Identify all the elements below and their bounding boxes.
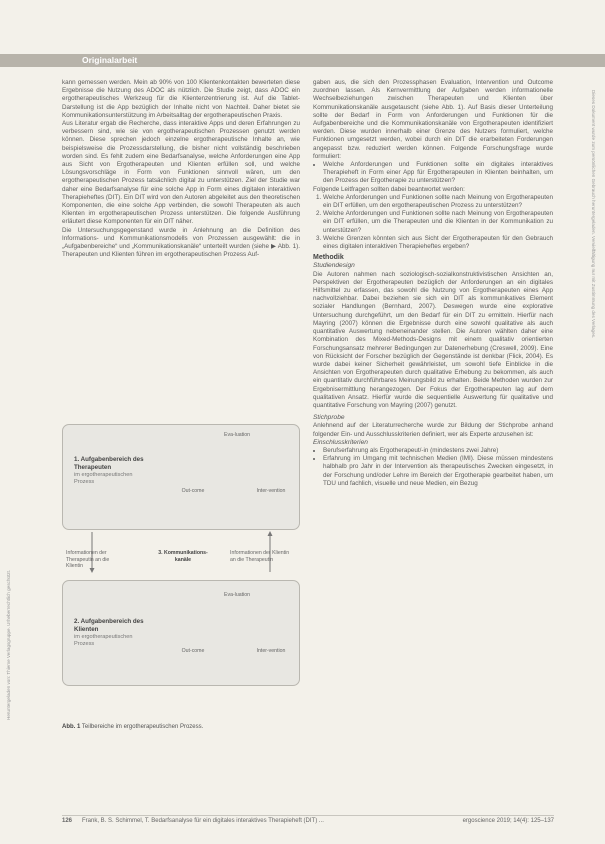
footer-rule	[62, 815, 554, 816]
client-box-subtitle: im ergotherapeutischen Prozess	[74, 634, 133, 647]
cycle-outcome-client: Out-come	[181, 648, 205, 654]
paragraph: Die Untersuchungsgegenstand wurde in Anlehnung an die Definition des Informations- und Kommunikationsmodells von Prozessen ausgewählt: die in „Aufgabenbereiche“ und „Kommunikationskanäle“ unterteilt wurden (siehe ▶ Abb. 1). Therapeuten und Klienten führen im ergotherapeutischen Prozess Auf-	[62, 226, 300, 259]
paragraph: kann gemessen werden. Mein ab 90% von 100 Klientenkontakten bewerteten diese Ergebnisse die Nutzung des ADOC als nützlich. Die Studie zeigt, dass ADOC ein ergotherapeutisches Werkzeug für die Klientenzentrierung ist. Auf die Tablet-Darstellung ist die App bezüglich der Inhalte nicht von Nachteil. Daher bietet sie Kommunikationsunterstützung im Arbeitsalltag der ergotherapeutischen Praxis.	[62, 79, 300, 119]
paragraph: Aus Literatur ergab die Recherche, dass interaktive Apps und deren Erfahrungen zu verbessern sind, wie sie von ergotherapeutischen Prozessen genutzt werden können. Diese sprechen jedoch einzelne ergotherapeutische Inhalte an, wie beispielsweise die Prozessdarstellung, die bisher nicht vollständig beschrieben worden sind. Es fehlt zudem eine Bedarfsanalyse, welche Anforderungen eine App aus Sicht von Ergotherapeuten und Klienten erfüllen soll, und welche Lösungsvorschläge in Form von Funktionen sinnvoll wären, um den ergotherapeutischen Prozess tatsächlich digital zu unterstützen. Ziel der Studie war daher eine Bedarfsanalyse für eine solche App in Form eines digitalen interaktiven Therapieheftes (DIT). Ein DIT wird von den Autoren abgeleitet aus den theoretischen Komponenten, die eine solche App verbinden, die sowohl Therapeuten als auch Klienten im ergotherapeutischen Prozess unterstützen. Die folgende Ausführung erläutert diese Komponenten für ein DIT näher.	[62, 120, 300, 226]
channel-right-label: Informationen der Klientin an die Therapeutin	[230, 550, 290, 563]
therapist-box-subtitle: im ergotherapeutischen Prozess	[74, 472, 133, 485]
subquestions-intro: Folgende Leitfragen sollten dabei beantwortet werden:	[313, 185, 465, 193]
cycle-evaluation-client: Eva-luation	[224, 592, 250, 598]
client-box-title: 2. Aufgabenbereich des Klienten	[74, 618, 144, 633]
inclusion-heading: Einschlusskriterien	[313, 438, 368, 446]
list-item: • Berufserfahrung als Ergotherapeut/-in (mindestens zwei Jahre)	[323, 447, 553, 455]
right-column	[313, 79, 553, 488]
cycle-evaluation: Eva-luation	[224, 432, 250, 438]
research-question: • Welche Anforderungen und Funktionen sollte ein digitales interaktives Therapieheft in Form einer App für Ergotherapeuten in Klienten beinhalten, um den Prozess der Ergotherapie zu unterstützen?	[323, 161, 553, 186]
left-margin-note: Heruntergeladen von: Thieme Verlagsgruppe. Urheberrechtlich geschützt.	[6, 569, 11, 720]
subquestion-list	[313, 194, 553, 251]
paragraph: Die Autoren nahmen nach soziologisch-sozialkonstruktivistischen Ansichten an, Perspektiven der Ergotherapeuten bezüglich der Anforderungen an ein digitales Hilfsmittel zu erfassen, das sowohl die Nutzung von Ergotherapeuten eines App nachvollziehbar. Dabei beziehen sie sich ein DIT als kommunikatives Element sozialer Handlungen (Bernhard, 2007). Deswegen wurde eine explorative Untersuchung durchgeführt, um den Bedarf für ein DIT zu ermitteln. Hierfür nach Mayring (2007) können die Ergebnisse durch eine sowohl qualitative als auch quantitative Auswertung nebeneinander stellen. Die Autoren wählten daher eine Kombination des Mixed-Methods-Designs mit einem qualitativ orientierten Forschungsansatz mehrerer Bedingungen zur Datenerhebung (Creswell, 2009). Eine von Rücksicht der Forscher bezüglich der Gegenstände ist denkbar (Flick, 2004). Es wurde dabei keiner Sicherheit gewährleistet, um sowohl tiefe Einblicke in die Ansichten von Ergotherapeuten durch qualitative Erhebung zu bekommen, als auch ein quantitativ durchführbares Meinungsbild zu erhalten. Beide Methoden wurden zur Ergebnisermittlung herangezogen. Der Fokus der Ergotherapeuten lag auf dem qualitativen Ansatz. Hierfür wurde die sequentielle Auswertung für qualitative und quantitative Forschung von Mayring (2007) genutzt.	[313, 270, 553, 409]
left-column	[62, 79, 300, 259]
section-label: Originalarbeit	[82, 55, 138, 65]
right-margin-note: Dieses Dokument wurde zum persönlichen Gebrauch heruntergeladen. Vervielfältigung nur mit Zustimmung des Verlages.	[591, 90, 596, 339]
list-item: 1. Welche Anforderungen und Funktionen sollte nach Meinung von Ergotherapeuten ein DIT erfüllen, um den ergotherapeutischen Prozess zu unterstützen?	[323, 194, 553, 210]
inclusion-list	[313, 447, 553, 488]
list-item: 2. Welche Anforderungen und Funktionen sollte nach Meinung von Ergotherapeuten ein DIT erfüllen, um die Therapeuten und die Klienten in der Kommunikation zu unterstützen?	[323, 210, 553, 235]
paragraph: Anlehnend auf der Literaturrecherche wurde zur Bildung der Stichprobe anhand folgender Ein- und Ausschlusskriterien definiert, wer als Experte anzusehen ist:	[313, 422, 553, 438]
figure-caption	[62, 724, 302, 730]
page-number: 126	[62, 818, 73, 824]
design-heading: Studiendesign	[313, 262, 355, 270]
caption-label: Abb. 1	[62, 724, 81, 730]
sample-heading: Stichprobe	[313, 414, 345, 422]
list-item: • Erfahrung im Umgang mit technischen Medien (IMI). Diese müssen mindestens halbhalb pro Jahr in der Intervention als therapeutisches Zwecken eingesetzt, in der Forschung und/oder Lehre im Bereich der Ergotherapie gearbeitet haben, um TDU und fachlich, visuelle und neue Medien, ein Bezug	[323, 455, 553, 488]
client-task-box	[62, 580, 300, 686]
cycle-intervention-client: Inter-vention	[256, 648, 286, 654]
citation: Frank, B. S. Schimmel, T. Bedarfsanalyse für ein digitales interaktives Therapieheft (DIT) ...	[82, 818, 324, 824]
paragraph: gaben aus, die sich den Prozessphasen Evaluation, Intervention und Outcome zuordnen lassen. Als Kernvermittlung der Aufgaben werden informationelle Wechselbeziehungen zwischen Therapeuten und Klienten über Kommunikationskanäle ausgetauscht (siehe Abb. 1). Auf Basis dieser Unterteilung sollte der Bedarf in Form von Anforderungen und Funktionen für die Aufgabenbereiche und die Kommunikationskanäle von Ergotherapeuten identifiziert werden. Diese wurden innerhalb einer Grenze des Nutzers formuliert, welche Funktionen umgesetzt werden, wobei durch ein DIT die erarbeiteten Forderungen angepasst bzw. reduziert werden können. Folgende Forschungsfrage wurde formuliert:	[313, 79, 553, 160]
list-item: 3. Welche Grenzen könnten sich aus Sicht der Ergotherapeuten für den Gebrauch eines digitalen interaktiven Therapieheftes ergeben?	[323, 235, 553, 251]
journal-reference: ergoscience 2019; 14(4): 125–137	[462, 818, 554, 824]
process-figure	[62, 424, 300, 720]
therapist-box-title: 1. Aufgabenbereich des Therapeuten	[74, 456, 144, 471]
channel-mid-label: 3. Kommunikations-kanäle	[158, 550, 208, 563]
method-heading: Methodik	[313, 254, 344, 262]
research-question-list	[313, 161, 553, 186]
cycle-outcome: Out-come	[181, 488, 205, 494]
channel-left-label: Informationen der Therapeutin an die Klientin	[66, 550, 110, 569]
cycle-intervention: Inter-vention	[256, 488, 286, 494]
caption-text: Teilbereiche im ergotherapeutischen Prozess.	[81, 724, 204, 730]
